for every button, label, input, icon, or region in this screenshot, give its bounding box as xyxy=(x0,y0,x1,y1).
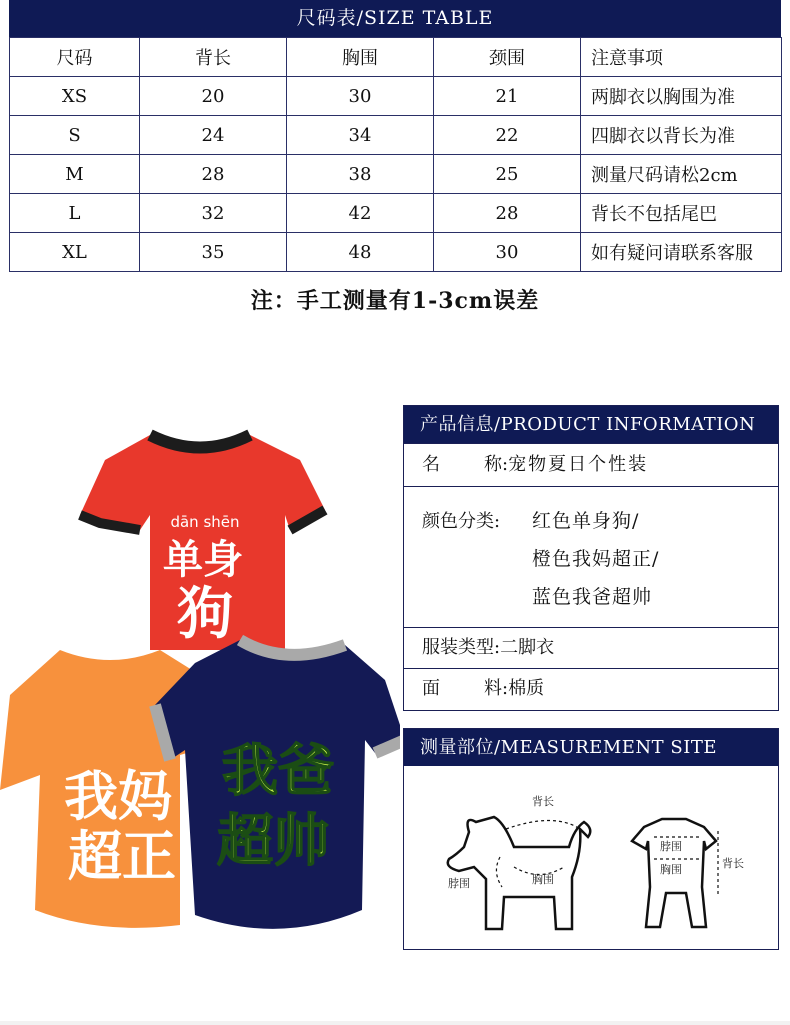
chest-cell: 38 xyxy=(287,155,434,194)
measurement-site-panel xyxy=(403,728,779,950)
red-shirt-image xyxy=(80,435,325,650)
color-options-row xyxy=(404,486,778,627)
back-length-cell: 32 xyxy=(140,194,287,233)
column-header: 尺码 xyxy=(10,38,140,77)
garment-back-label: 背长 xyxy=(722,857,744,870)
chest-cell: 42 xyxy=(287,194,434,233)
product-info-title: 产品信息/PRODUCT INFORMATION xyxy=(404,406,778,443)
product-name-row xyxy=(404,443,778,486)
table-row xyxy=(10,194,782,233)
color-option: 蓝色我爸超帅 xyxy=(532,586,653,608)
fabric-row xyxy=(404,668,778,709)
color-option: 红色单身狗/ xyxy=(532,510,640,532)
chest-cell: 48 xyxy=(287,233,434,272)
neck-cell: 30 xyxy=(434,233,581,272)
fabric-label: 面 xyxy=(422,678,440,699)
note-cell: 四脚衣以背长为准 xyxy=(581,116,782,155)
chest-cell: 30 xyxy=(287,77,434,116)
note-cell: 测量尺码请松2cm xyxy=(581,155,782,194)
chest-cell: 34 xyxy=(287,116,434,155)
note-cell: 两脚衣以胸围为准 xyxy=(581,77,782,116)
neck-cell: 22 xyxy=(434,116,581,155)
size-cell: L xyxy=(10,194,140,233)
back-length-cell: 35 xyxy=(140,233,287,272)
note-cell: 如有疑问请联系客服 xyxy=(581,233,782,272)
size-table-title: 尺码表/SIZE TABLE xyxy=(9,0,781,37)
size-table xyxy=(9,0,781,272)
garment-chest-label: 胸围 xyxy=(660,863,682,876)
measurement-error-note: 注：手工测量有1-3cm误差 xyxy=(250,288,540,314)
column-header: 颈围 xyxy=(434,38,581,77)
size-cell: XS xyxy=(10,77,140,116)
color-options-list xyxy=(532,502,659,616)
navy-shirt-image xyxy=(155,640,400,929)
name-label: 名 xyxy=(422,454,440,475)
dog-chest-label: 胸围 xyxy=(532,873,554,886)
page-bottom-divider xyxy=(0,1021,790,1025)
table-header-row xyxy=(10,38,782,77)
size-cell: S xyxy=(10,116,140,155)
colors-label: 颜色分类: xyxy=(422,511,501,532)
table-row xyxy=(10,77,782,116)
neck-cell: 28 xyxy=(434,194,581,233)
dog-back-label: 背长 xyxy=(532,795,554,808)
back-length-cell: 20 xyxy=(140,77,287,116)
back-length-cell: 24 xyxy=(140,116,287,155)
red-shirt-slogan-2: 狗 xyxy=(177,582,233,647)
garment-neck-label: 脖围 xyxy=(660,840,682,853)
navy-shirt-slogan-2: 超帅 xyxy=(217,809,329,874)
column-header: 注意事项 xyxy=(581,38,782,77)
orange-shirt-slogan-1: 我妈 xyxy=(64,765,172,828)
table-row xyxy=(10,116,782,155)
fabric-value: 棉质 xyxy=(508,678,545,699)
type-value: 二脚衣 xyxy=(500,637,555,658)
dog-neck-label: 脖围 xyxy=(448,877,470,890)
size-cell: M xyxy=(10,155,140,194)
product-info-panel xyxy=(403,405,779,711)
garment-type-row xyxy=(404,627,778,668)
table-row xyxy=(10,155,782,194)
neck-cell: 21 xyxy=(434,77,581,116)
column-header: 背长 xyxy=(140,38,287,77)
measurement-site-title: 测量部位/MEASUREMENT SITE xyxy=(404,729,778,766)
dog-diagram xyxy=(448,817,591,929)
back-length-cell: 28 xyxy=(140,155,287,194)
fabric-label-tail: 料: xyxy=(484,678,509,699)
product-photo xyxy=(0,405,400,975)
orange-shirt-slogan-2: 超正 xyxy=(68,825,176,888)
neck-cell: 25 xyxy=(434,155,581,194)
name-label-tail: 称: xyxy=(484,454,509,475)
name-value: 宠物夏日个性装 xyxy=(508,454,649,475)
navy-shirt-slogan-1: 我爸 xyxy=(222,739,334,804)
measurement-diagram xyxy=(404,767,778,949)
red-shirt-pinyin: dān shēn xyxy=(170,513,240,531)
note-cell: 背长不包括尾巴 xyxy=(581,194,782,233)
red-shirt-slogan-1: 单身 xyxy=(163,537,243,583)
size-cell: XL xyxy=(10,233,140,272)
color-option: 橙色我妈超正/ xyxy=(532,548,660,570)
table-row xyxy=(10,233,782,272)
type-label: 服装类型: xyxy=(422,637,501,658)
column-header: 胸围 xyxy=(287,38,434,77)
size-table-grid xyxy=(9,37,782,272)
